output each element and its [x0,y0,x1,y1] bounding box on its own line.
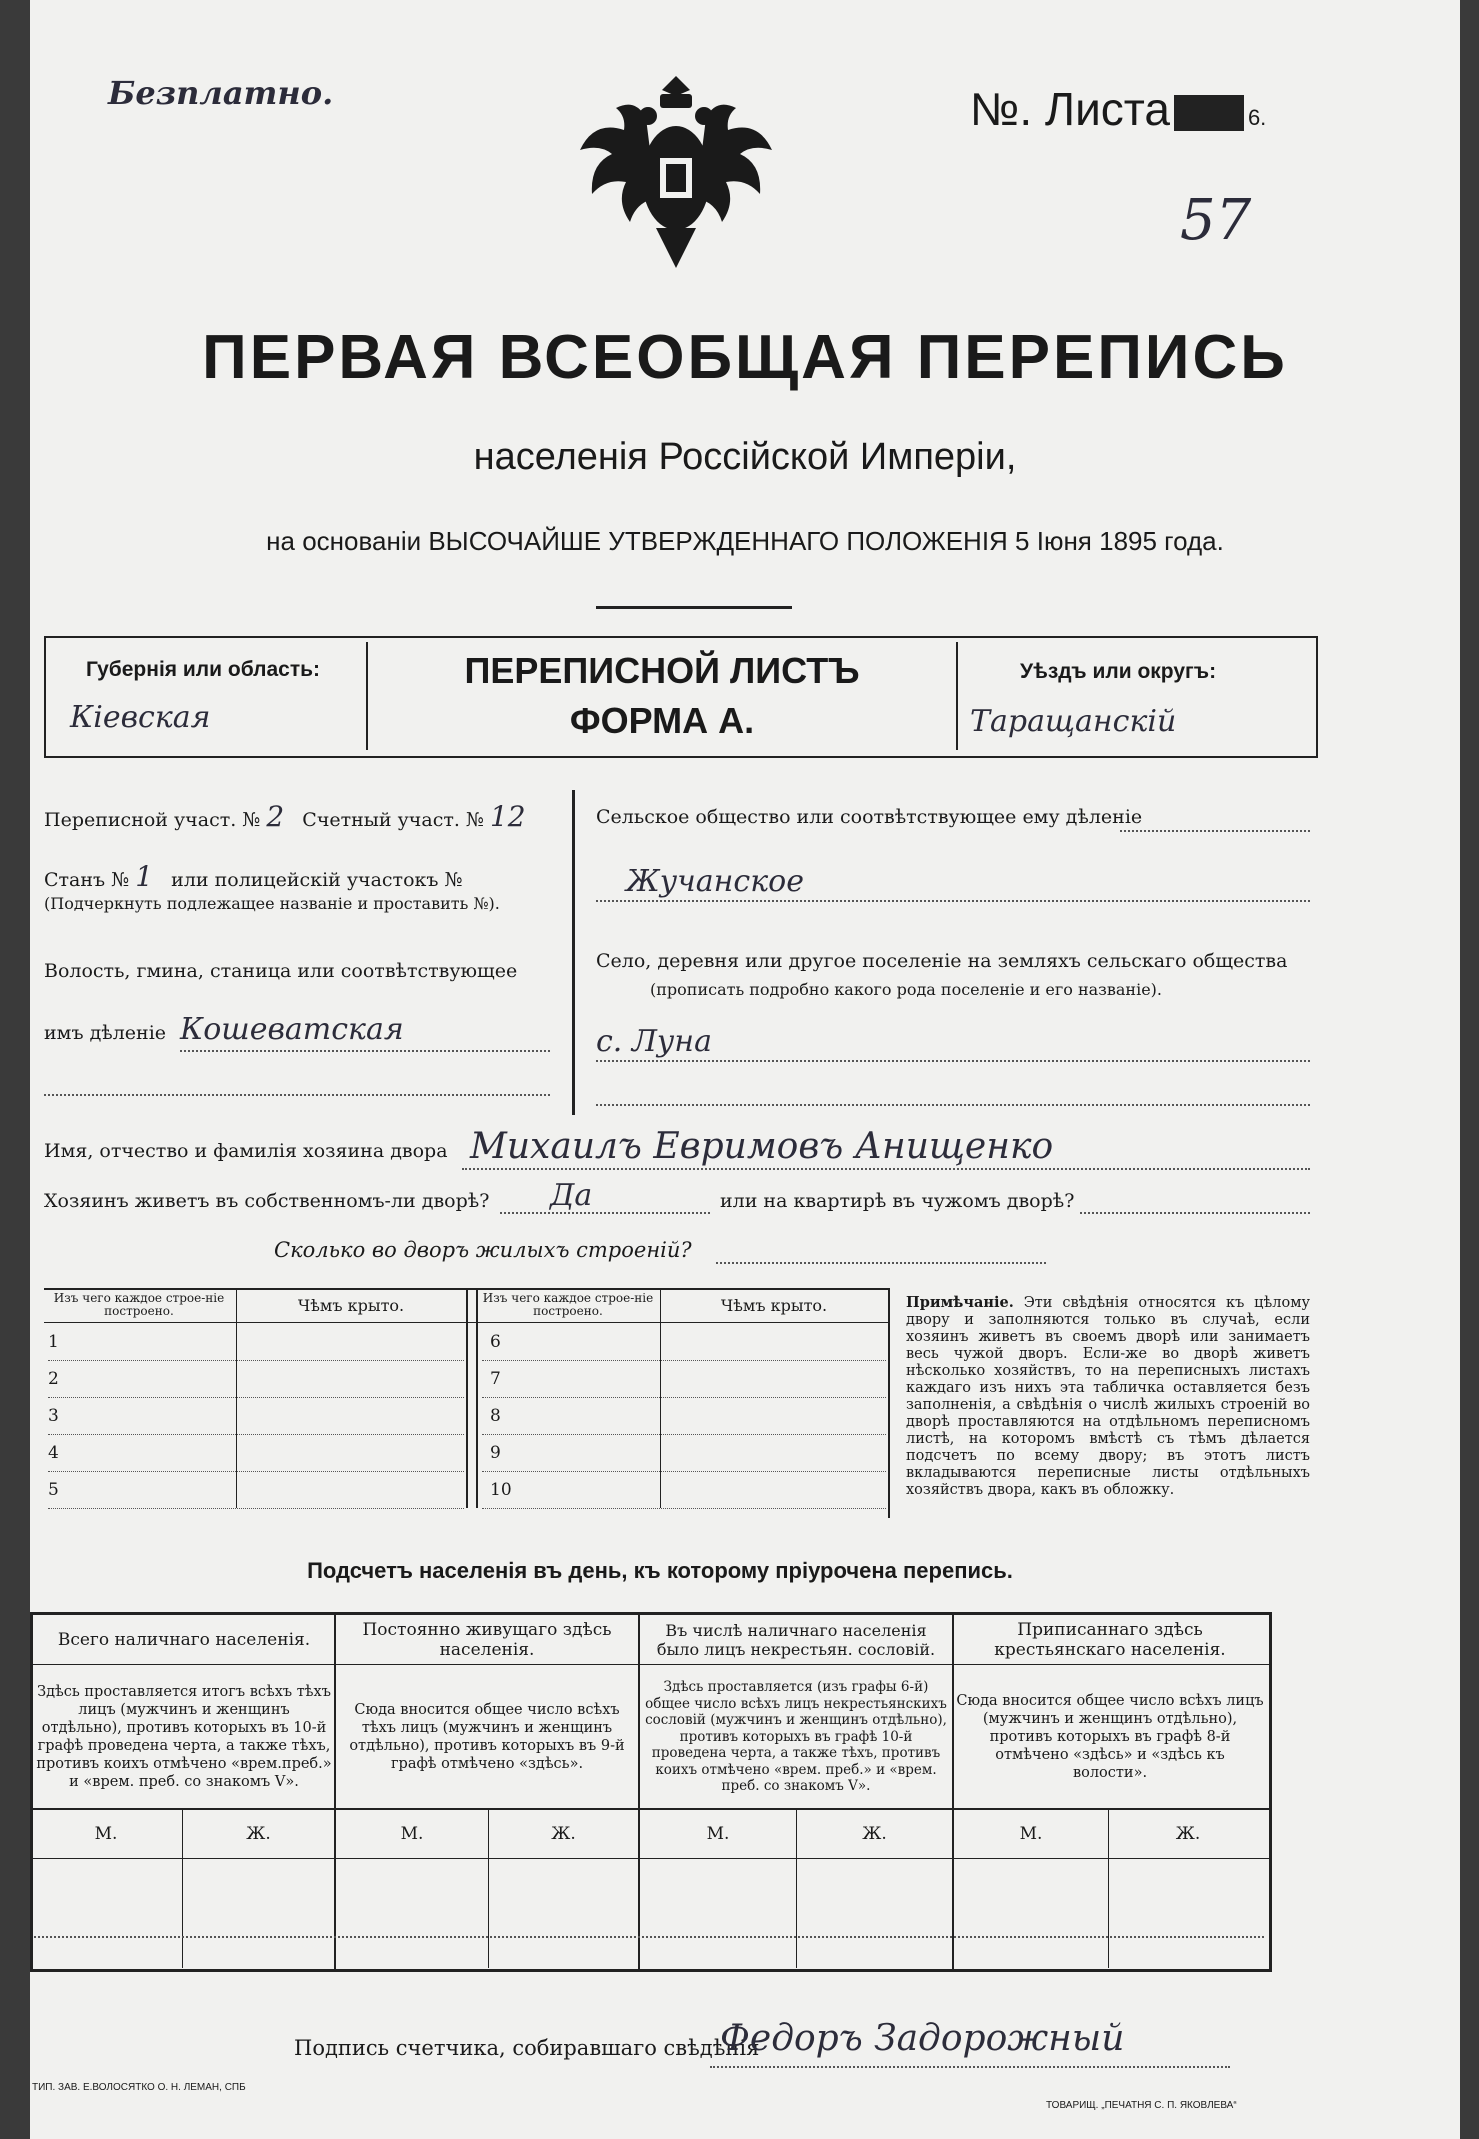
basis-line: на основаніи ВЫСОЧАЙШЕ УТВЕРЖДЕННАГО ПОЛОЖЕНІЯ 5 Іюня 1895 года. [266,526,1224,556]
buildings-col2-right: Чѣмъ крыто. [720,1295,828,1315]
corner-number: 57 [1180,188,1252,253]
uezd-label: Уѣздъ или округъ: [1020,660,1217,683]
count-col2-desc: Сюда вносится общее число всѣхъ тѣхъ лицъ (мужчинъ и женщинъ отдѣльно), противъ которыхъ въ 9-й графѣ отмѣчено «здѣсь». [349,1702,625,1772]
buildings-col1-right: Изъ чего каждое строе-ніе построено. [482,1291,654,1318]
count-col3-desc: Здѣсь проставляется (изъ графы 6-й) общее число всѣхъ лицъ некрестьянскихъ сословій (мужчинъ и женщинъ отдѣльно), противъ которыхъ въ графѣ 10-й проведена черта, а также тѣхъ, противъ коихъ отмѣчено «врем. преб.» и «врем. преб. со знакомъ V». [645,1679,947,1795]
society-value: Жучанское [626,864,804,899]
owner-name-label: Имя, отчество и фамилія хозяина двора [44,1140,448,1162]
buildings-col2-left: Чѣмъ крыто. [297,1295,405,1315]
count-col2-head: Постоянно живущаго здѣсь населенія. [362,1620,612,1660]
village-note: (прописать подробно какого рода поселеніе и его названіе). [650,980,1162,999]
uezd-value: Таращанскій [970,704,1177,739]
main-title: ПЕРВАЯ ВСЕОБЩАЯ ПЕРЕПИСЬ [202,323,1288,392]
count-m-2: М. [400,1824,424,1844]
stan-field: Станъ № 1 или полицейскій участокъ № [44,860,463,893]
redaction-block [1174,95,1244,131]
sheet-number-label: №. Листа 6. [970,83,1267,135]
note-block: Примѣчаніе. Эти свѣдѣнія относятся къ цѣлому двору и заполняются только въ случаѣ, если хозяинъ живетъ въ своемъ дворѣ или занимаетъ весь чужой дворъ. Если-же во дворѣ живетъ нѣсколько хозяйствъ, то на переписныхъ листахъ каждаго изъ нихъ эта табличка оставляется безъ заполненія, а свѣдѣнія о числѣ жилыхъ строеній во дворѣ проставляются на отдѣльномъ переписномъ листѣ, на которомъ вмѣстѣ съ тѣмъ дѣлается подсчетъ по всему двору; въ этотъ листъ вкладываются переписные листы отдѣльныхъ хозяйствъ двора, какъ въ обложку. [906,1294,1311,1498]
table-row: 1 [48,1324,464,1361]
table-row: 5 [48,1472,464,1509]
count-col4-head: Приписаннаго здѣсь крестьянскаго населенія. [994,1620,1226,1660]
table-row: 7 [482,1361,886,1398]
table-row: 2 [48,1361,464,1398]
table-row: 9 [482,1435,886,1472]
count-title: Подсчетъ населенія въ день, къ которому пріурочена перепись. [307,1558,1013,1583]
count-m-1: М. [94,1824,118,1844]
uchastok-field: Переписной участ. № 2 Счетный участ. № 12 [44,800,526,833]
count-m-3: М. [706,1824,730,1844]
owner-lives-label-2: или на квартирѣ въ чужомъ дворѣ? [720,1190,1075,1212]
society-label: Сельское общество или соотвѣтствующее ему дѣленіе [596,806,1143,828]
signature-label: Подпись счетчика, собиравшаго свѣдѣнія [294,2036,760,2060]
form-subtitle: ФОРМА А. [569,700,755,741]
table-row: 4 [48,1435,464,1472]
volost-value: Кошеватская [180,1012,404,1047]
gubernia-value: Кіевская [70,700,211,735]
buildings-rows-left [48,1324,464,1509]
form-title: ПЕРЕПИСНОЙ ЛИСТЪ [464,650,860,691]
table-row: 6 [482,1324,886,1361]
volost-label: Волость, гмина, станица или соотвѣтствующее [44,960,518,982]
census-sheet [30,0,1460,2139]
count-zh-2: Ж. [551,1824,576,1844]
signature-value: Федоръ Задорожный [720,2018,1125,2059]
footer-left: ТИП. ЗАВ. Е.ВОЛОСЯТКО О. Н. ЛЕМАН, СПБ [32,2082,246,2093]
table-row: 8 [482,1398,886,1435]
double-headed-eagle-icon [576,68,776,278]
count-zh-4: Ж. [1175,1824,1201,1844]
volost-label-2: имъ дѣленіе [44,1022,167,1044]
count-col3-head: Въ числѣ наличнаго населенія было лицъ некрестьян. сословій. [656,1621,936,1659]
subtitle: населенія Россійской Имперіи, [473,436,1017,478]
gubernia-label: Губернія или область: [86,658,321,681]
owner-lives-value: Да [550,1178,593,1213]
count-col4-desc: Сюда вносится общее число всѣхъ лицъ (мужчинъ и женщинъ отдѣльно), противъ которыхъ въ графѣ 8-й отмѣчено «здѣсь» и «здѣсь къ волости». [956,1693,1264,1781]
table-row: 10 [482,1472,886,1509]
count-m-4: М. [1019,1824,1043,1844]
free-label: Безплатно. [108,74,334,112]
buildings-label: Сколько во дворъ жилыхъ строеній? [274,1238,692,1262]
subline-note: (Подчеркнуть подлежащее названіе и проставить №). [44,894,500,913]
buildings-col1-left: Изъ чего каждое строе-ніе построено. [53,1291,225,1318]
count-col1-desc: Здѣсь проставляется итогъ всѣхъ тѣхъ лицъ (мужчинъ и женщинъ отдѣльно), противъ которыхъ въ 10-й графѣ проведена черта, а также тѣхъ, противъ коихъ отмѣчено «врем.преб.» и «врем. преб. со знакомъ V». [36,1684,332,1790]
footer-right: ТОВАРИЩ. „ПЕЧАТНЯ С. П. ЯКОВЛЕВА“ [1046,2100,1237,2111]
village-value: с. Луна [596,1024,712,1059]
count-zh-1: Ж. [246,1824,271,1844]
owner-lives-label: Хозяинъ живетъ въ собственномъ-ли дворѣ? [44,1190,490,1212]
ornament-divider [596,606,792,609]
count-zh-3: Ж. [862,1824,887,1844]
village-label: Село, деревня или другое поселеніе на земляхъ сельскаго общества [596,950,1288,972]
buildings-rows-right [482,1324,886,1509]
owner-name-value: Михаилъ Евримовъ Анищенко [470,1126,1054,1167]
count-col1-head: Всего наличнаго населенія. [57,1630,311,1650]
table-row: 3 [48,1398,464,1435]
